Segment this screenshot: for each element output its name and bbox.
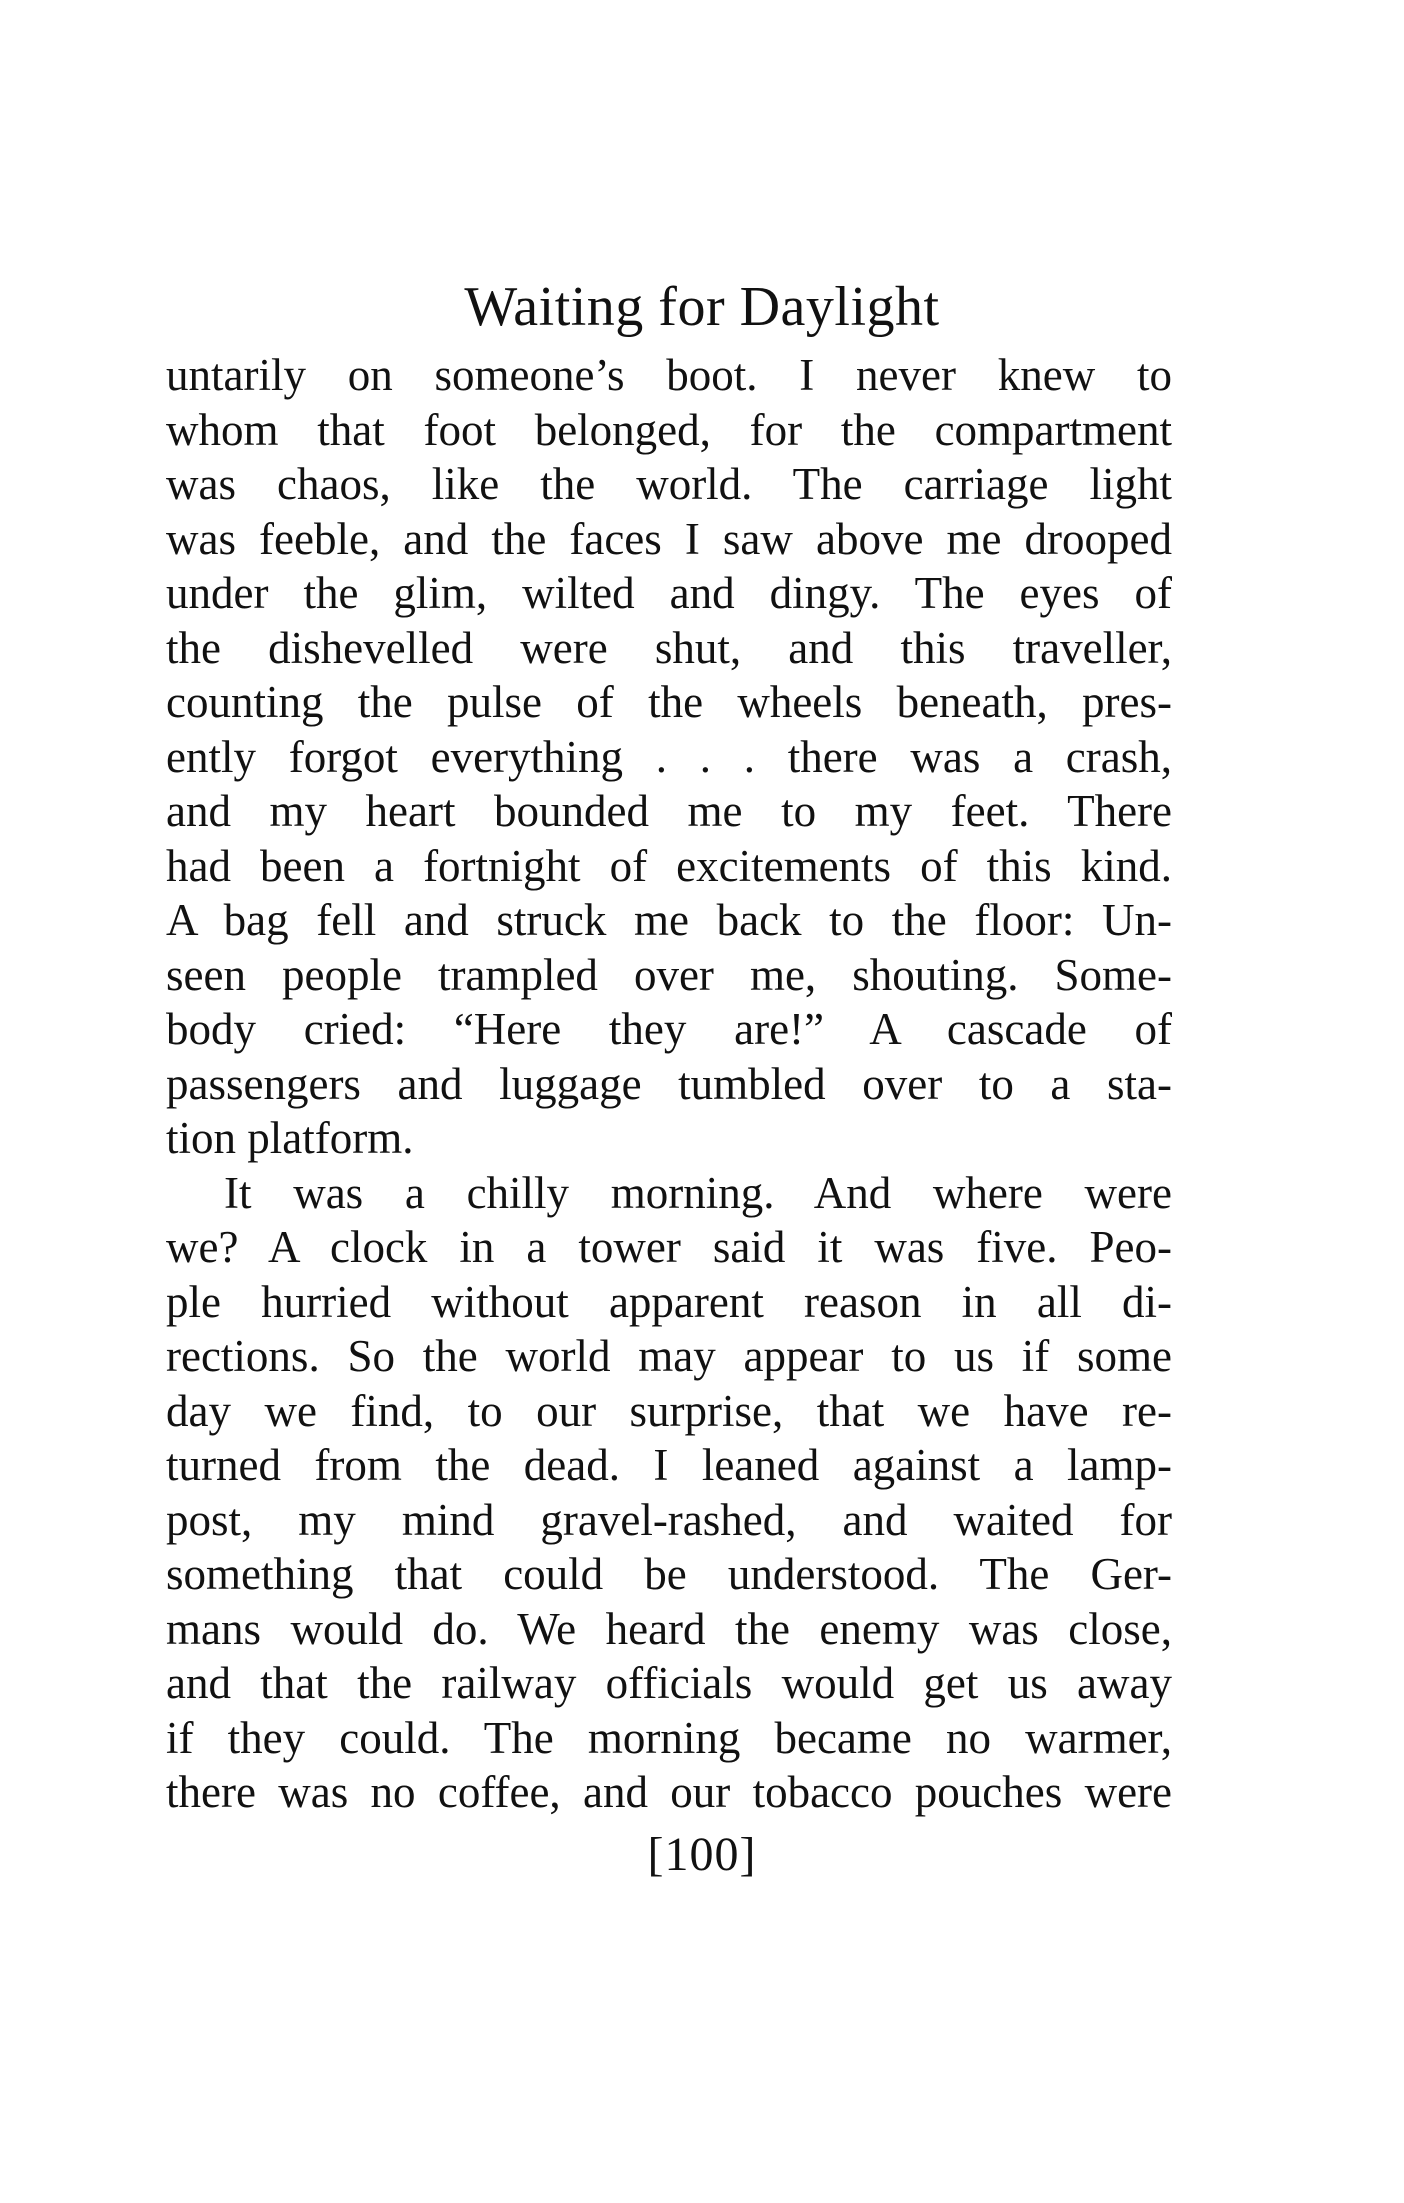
text-line: seen people trampled over me, shouting. Some- — [166, 949, 1172, 1000]
text-line: and that the railway officials would get us away — [166, 1658, 1172, 1708]
text-line: It was a chilly morning. And where were — [224, 1167, 1172, 1218]
text-line: day we find, to our surprise, that we have re- — [166, 1385, 1172, 1436]
text-line: rections. So the world may appear to us if some — [166, 1331, 1172, 1381]
text-line: passengers and luggage tumbled over to a sta- — [166, 1058, 1172, 1109]
text-line: counting the pulse of the wheels beneath, pres- — [166, 677, 1172, 727]
text-line: the dishevelled were shut, and this traveller, — [166, 622, 1172, 673]
running-head: Waiting for Daylight — [464, 276, 940, 338]
text-line: under the glim, wilted and dingy. The eyes of — [166, 568, 1172, 618]
body-text — [166, 348, 1172, 1820]
text-line: if they could. The morning became no warmer, — [166, 1712, 1172, 1763]
text-line: we? A clock in a tower said it was five. Peo- — [166, 1222, 1172, 1272]
text-line: untarily on someone’s boot. I never knew to — [166, 350, 1172, 400]
text-line: and my heart bounded me to my feet. There — [166, 786, 1172, 836]
text-line: something that could be understood. The Ger- — [166, 1549, 1172, 1599]
text-line: was chaos, like the world. The carriage light — [166, 459, 1172, 509]
text-line: tion platform. — [166, 1113, 414, 1163]
text-line: whom that foot belonged, for the compartment — [166, 404, 1172, 455]
text-line: A bag fell and struck me back to the floor: Un- — [166, 895, 1172, 945]
text-line: post, my mind gravel-rashed, and waited for — [166, 1494, 1172, 1545]
text-line: ple hurried without apparent reason in all di- — [166, 1276, 1172, 1327]
text-line: was feeble, and the faces I saw above me drooped — [166, 513, 1172, 564]
text-line: turned from the dead. I leaned against a lamp- — [166, 1440, 1172, 1490]
text-line: there was no coffee, and our tobacco pouches were — [166, 1767, 1172, 1817]
text-line: mans would do. We heard the enemy was close, — [166, 1603, 1172, 1654]
text-line: ently forgot everything . . . there was a crash, — [166, 731, 1172, 782]
text-line: body cried: “Here they are!” A cascade of — [166, 1004, 1172, 1054]
page-number: [100] — [647, 1828, 757, 1881]
text-line: had been a fortnight of excitements of this kind. — [166, 840, 1172, 891]
